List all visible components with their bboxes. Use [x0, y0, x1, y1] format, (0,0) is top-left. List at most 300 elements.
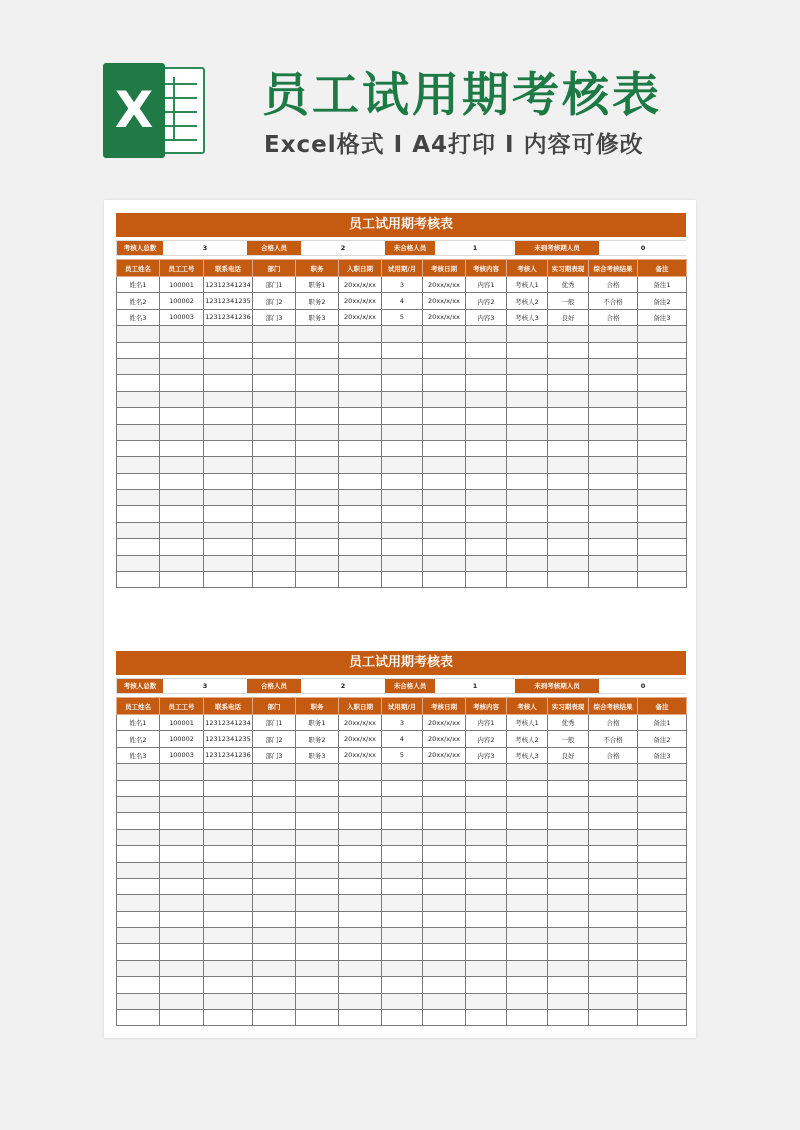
table-cell[interactable]: 部门1: [253, 277, 296, 293]
fail-value[interactable]: 1: [435, 679, 515, 693]
table-cell[interactable]: 姓名3: [117, 747, 160, 763]
empty-cell[interactable]: [204, 358, 253, 374]
empty-cell[interactable]: [253, 490, 296, 506]
empty-cell[interactable]: [423, 960, 466, 976]
empty-cell[interactable]: [160, 473, 204, 489]
empty-cell[interactable]: [160, 326, 204, 342]
empty-cell[interactable]: [117, 326, 160, 342]
empty-cell[interactable]: [160, 977, 204, 993]
empty-cell[interactable]: [117, 572, 160, 588]
empty-cell[interactable]: [160, 457, 204, 473]
empty-cell[interactable]: [160, 960, 204, 976]
empty-cell[interactable]: [507, 846, 548, 862]
empty-cell[interactable]: [339, 928, 382, 944]
empty-cell[interactable]: [296, 342, 339, 358]
empty-cell[interactable]: [204, 457, 253, 473]
empty-cell[interactable]: [253, 572, 296, 588]
empty-cell[interactable]: [507, 911, 548, 927]
empty-cell[interactable]: [339, 440, 382, 456]
empty-cell[interactable]: [548, 522, 589, 538]
empty-cell[interactable]: [339, 342, 382, 358]
empty-cell[interactable]: [339, 457, 382, 473]
empty-cell[interactable]: [117, 796, 160, 812]
empty-cell[interactable]: [204, 440, 253, 456]
empty-cell[interactable]: [466, 522, 507, 538]
empty-cell[interactable]: [339, 391, 382, 407]
empty-cell[interactable]: [117, 846, 160, 862]
empty-cell[interactable]: [382, 326, 423, 342]
empty-cell[interactable]: [507, 440, 548, 456]
empty-cell[interactable]: [589, 506, 638, 522]
empty-cell[interactable]: [507, 358, 548, 374]
empty-cell[interactable]: [160, 358, 204, 374]
empty-cell[interactable]: [160, 408, 204, 424]
empty-cell[interactable]: [296, 993, 339, 1009]
empty-cell[interactable]: [466, 862, 507, 878]
empty-cell[interactable]: [253, 555, 296, 571]
empty-cell[interactable]: [507, 780, 548, 796]
empty-cell[interactable]: [589, 326, 638, 342]
empty-cell[interactable]: [589, 473, 638, 489]
empty-cell[interactable]: [423, 862, 466, 878]
empty-cell[interactable]: [638, 813, 687, 829]
table-cell[interactable]: 不合格: [589, 731, 638, 747]
empty-cell[interactable]: [638, 408, 687, 424]
empty-cell[interactable]: [253, 813, 296, 829]
empty-cell[interactable]: [339, 408, 382, 424]
empty-cell[interactable]: [160, 342, 204, 358]
empty-cell[interactable]: [204, 813, 253, 829]
empty-cell[interactable]: [382, 555, 423, 571]
empty-cell[interactable]: [548, 1010, 589, 1026]
table-cell[interactable]: 备注1: [638, 715, 687, 731]
empty-cell[interactable]: [382, 993, 423, 1009]
empty-cell[interactable]: [160, 796, 204, 812]
table-cell[interactable]: 100001: [160, 715, 204, 731]
empty-cell[interactable]: [548, 506, 589, 522]
table-cell[interactable]: 20xx/x/xx: [423, 747, 466, 763]
empty-cell[interactable]: [204, 572, 253, 588]
table-cell[interactable]: 姓名1: [117, 277, 160, 293]
empty-cell[interactable]: [423, 846, 466, 862]
empty-cell[interactable]: [382, 391, 423, 407]
empty-cell[interactable]: [466, 490, 507, 506]
empty-cell[interactable]: [638, 895, 687, 911]
empty-cell[interactable]: [253, 796, 296, 812]
empty-cell[interactable]: [117, 895, 160, 911]
empty-cell[interactable]: [423, 326, 466, 342]
empty-cell[interactable]: [638, 993, 687, 1009]
empty-cell[interactable]: [548, 977, 589, 993]
empty-cell[interactable]: [507, 813, 548, 829]
table-cell[interactable]: 部门1: [253, 715, 296, 731]
empty-cell[interactable]: [339, 895, 382, 911]
empty-cell[interactable]: [507, 1010, 548, 1026]
table-cell[interactable]: 合格: [589, 747, 638, 763]
empty-cell[interactable]: [589, 796, 638, 812]
empty-cell[interactable]: [253, 993, 296, 1009]
empty-cell[interactable]: [117, 944, 160, 960]
empty-cell[interactable]: [160, 764, 204, 780]
table-cell[interactable]: 职务3: [296, 309, 339, 325]
empty-cell[interactable]: [160, 928, 204, 944]
empty-cell[interactable]: [548, 391, 589, 407]
empty-cell[interactable]: [253, 862, 296, 878]
empty-cell[interactable]: [548, 326, 589, 342]
table-cell[interactable]: 20xx/x/xx: [423, 715, 466, 731]
empty-cell[interactable]: [296, 862, 339, 878]
empty-cell[interactable]: [548, 764, 589, 780]
table-cell[interactable]: 内容3: [466, 747, 507, 763]
empty-cell[interactable]: [117, 358, 160, 374]
empty-cell[interactable]: [423, 813, 466, 829]
empty-cell[interactable]: [296, 878, 339, 894]
empty-cell[interactable]: [423, 796, 466, 812]
empty-cell[interactable]: [548, 993, 589, 1009]
empty-cell[interactable]: [423, 572, 466, 588]
empty-cell[interactable]: [117, 342, 160, 358]
empty-cell[interactable]: [117, 490, 160, 506]
empty-cell[interactable]: [466, 539, 507, 555]
table-cell[interactable]: 12312341234: [204, 277, 253, 293]
empty-cell[interactable]: [160, 490, 204, 506]
empty-cell[interactable]: [296, 555, 339, 571]
table-cell[interactable]: 12312341235: [204, 731, 253, 747]
table-cell[interactable]: 考核人1: [507, 715, 548, 731]
empty-cell[interactable]: [339, 813, 382, 829]
empty-cell[interactable]: [117, 1010, 160, 1026]
pending-value[interactable]: 0: [599, 241, 687, 255]
empty-cell[interactable]: [204, 960, 253, 976]
empty-cell[interactable]: [423, 457, 466, 473]
empty-cell[interactable]: [253, 457, 296, 473]
table-cell[interactable]: 100001: [160, 277, 204, 293]
empty-cell[interactable]: [382, 473, 423, 489]
table-cell[interactable]: 备注3: [638, 309, 687, 325]
empty-cell[interactable]: [117, 539, 160, 555]
empty-cell[interactable]: [253, 960, 296, 976]
empty-cell[interactable]: [466, 1010, 507, 1026]
empty-cell[interactable]: [423, 928, 466, 944]
empty-cell[interactable]: [507, 457, 548, 473]
empty-cell[interactable]: [638, 878, 687, 894]
empty-cell[interactable]: [160, 506, 204, 522]
empty-cell[interactable]: [296, 813, 339, 829]
empty-cell[interactable]: [589, 780, 638, 796]
empty-cell[interactable]: [296, 780, 339, 796]
table-cell[interactable]: 优秀: [548, 715, 589, 731]
empty-cell[interactable]: [382, 375, 423, 391]
table-cell[interactable]: 5: [382, 309, 423, 325]
empty-cell[interactable]: [160, 539, 204, 555]
empty-cell[interactable]: [339, 829, 382, 845]
empty-cell[interactable]: [117, 506, 160, 522]
empty-cell[interactable]: [339, 862, 382, 878]
empty-cell[interactable]: [382, 829, 423, 845]
empty-cell[interactable]: [466, 878, 507, 894]
empty-cell[interactable]: [204, 829, 253, 845]
table-cell[interactable]: 100003: [160, 747, 204, 763]
empty-cell[interactable]: [339, 539, 382, 555]
table-cell[interactable]: 备注1: [638, 277, 687, 293]
empty-cell[interactable]: [382, 862, 423, 878]
table-cell[interactable]: 考核人1: [507, 277, 548, 293]
empty-cell[interactable]: [466, 928, 507, 944]
empty-cell[interactable]: [339, 326, 382, 342]
empty-cell[interactable]: [638, 572, 687, 588]
empty-cell[interactable]: [296, 977, 339, 993]
empty-cell[interactable]: [160, 555, 204, 571]
empty-cell[interactable]: [548, 878, 589, 894]
empty-cell[interactable]: [548, 408, 589, 424]
empty-cell[interactable]: [589, 993, 638, 1009]
empty-cell[interactable]: [589, 490, 638, 506]
empty-cell[interactable]: [423, 408, 466, 424]
empty-cell[interactable]: [548, 944, 589, 960]
empty-cell[interactable]: [253, 944, 296, 960]
empty-cell[interactable]: [423, 440, 466, 456]
empty-cell[interactable]: [296, 424, 339, 440]
empty-cell[interactable]: [160, 846, 204, 862]
empty-cell[interactable]: [204, 878, 253, 894]
empty-cell[interactable]: [466, 993, 507, 1009]
empty-cell[interactable]: [204, 539, 253, 555]
empty-cell[interactable]: [253, 846, 296, 862]
table-cell[interactable]: 100003: [160, 309, 204, 325]
empty-cell[interactable]: [117, 862, 160, 878]
empty-cell[interactable]: [382, 813, 423, 829]
empty-cell[interactable]: [638, 358, 687, 374]
table-cell[interactable]: 12312341235: [204, 293, 253, 309]
empty-cell[interactable]: [589, 440, 638, 456]
empty-cell[interactable]: [466, 846, 507, 862]
table-cell[interactable]: 5: [382, 747, 423, 763]
empty-cell[interactable]: [204, 326, 253, 342]
empty-cell[interactable]: [339, 424, 382, 440]
empty-cell[interactable]: [423, 539, 466, 555]
empty-cell[interactable]: [638, 829, 687, 845]
empty-cell[interactable]: [160, 572, 204, 588]
empty-cell[interactable]: [339, 796, 382, 812]
empty-cell[interactable]: [339, 944, 382, 960]
table-cell[interactable]: 12312341236: [204, 747, 253, 763]
table-cell[interactable]: 部门2: [253, 293, 296, 309]
empty-cell[interactable]: [253, 977, 296, 993]
empty-cell[interactable]: [339, 846, 382, 862]
empty-cell[interactable]: [160, 829, 204, 845]
empty-cell[interactable]: [296, 960, 339, 976]
empty-cell[interactable]: [117, 813, 160, 829]
empty-cell[interactable]: [507, 555, 548, 571]
empty-cell[interactable]: [382, 846, 423, 862]
empty-cell[interactable]: [507, 326, 548, 342]
empty-cell[interactable]: [423, 895, 466, 911]
empty-cell[interactable]: [548, 539, 589, 555]
table-cell[interactable]: 职务1: [296, 277, 339, 293]
empty-cell[interactable]: [117, 375, 160, 391]
empty-cell[interactable]: [507, 878, 548, 894]
empty-cell[interactable]: [204, 911, 253, 927]
empty-cell[interactable]: [253, 928, 296, 944]
empty-cell[interactable]: [548, 572, 589, 588]
empty-cell[interactable]: [204, 993, 253, 1009]
table-cell[interactable]: 部门3: [253, 747, 296, 763]
pass-value[interactable]: 2: [301, 241, 385, 255]
empty-cell[interactable]: [382, 457, 423, 473]
empty-cell[interactable]: [160, 780, 204, 796]
empty-cell[interactable]: [382, 490, 423, 506]
empty-cell[interactable]: [638, 977, 687, 993]
empty-cell[interactable]: [507, 490, 548, 506]
table-cell[interactable]: 部门3: [253, 309, 296, 325]
empty-cell[interactable]: [382, 911, 423, 927]
empty-cell[interactable]: [296, 829, 339, 845]
empty-cell[interactable]: [423, 375, 466, 391]
empty-cell[interactable]: [466, 473, 507, 489]
empty-cell[interactable]: [296, 539, 339, 555]
empty-cell[interactable]: [296, 375, 339, 391]
empty-cell[interactable]: [339, 473, 382, 489]
table-cell[interactable]: 内容1: [466, 277, 507, 293]
table-cell[interactable]: 4: [382, 731, 423, 747]
empty-cell[interactable]: [160, 895, 204, 911]
empty-cell[interactable]: [507, 862, 548, 878]
empty-cell[interactable]: [339, 506, 382, 522]
empty-cell[interactable]: [466, 506, 507, 522]
empty-cell[interactable]: [204, 1010, 253, 1026]
empty-cell[interactable]: [638, 424, 687, 440]
table-cell[interactable]: 内容2: [466, 293, 507, 309]
empty-cell[interactable]: [589, 375, 638, 391]
empty-cell[interactable]: [204, 342, 253, 358]
table-cell[interactable]: 20xx/x/xx: [339, 747, 382, 763]
table-cell[interactable]: 20xx/x/xx: [339, 309, 382, 325]
empty-cell[interactable]: [638, 522, 687, 538]
empty-cell[interactable]: [589, 911, 638, 927]
empty-cell[interactable]: [589, 555, 638, 571]
empty-cell[interactable]: [204, 522, 253, 538]
empty-cell[interactable]: [253, 440, 296, 456]
table-cell[interactable]: 姓名3: [117, 309, 160, 325]
empty-cell[interactable]: [117, 555, 160, 571]
empty-cell[interactable]: [423, 522, 466, 538]
empty-cell[interactable]: [253, 539, 296, 555]
empty-cell[interactable]: [466, 829, 507, 845]
empty-cell[interactable]: [548, 846, 589, 862]
empty-cell[interactable]: [548, 780, 589, 796]
empty-cell[interactable]: [466, 457, 507, 473]
empty-cell[interactable]: [339, 960, 382, 976]
empty-cell[interactable]: [466, 780, 507, 796]
empty-cell[interactable]: [548, 796, 589, 812]
empty-cell[interactable]: [638, 326, 687, 342]
table-cell[interactable]: 姓名1: [117, 715, 160, 731]
empty-cell[interactable]: [117, 764, 160, 780]
empty-cell[interactable]: [382, 960, 423, 976]
table-cell[interactable]: 20xx/x/xx: [423, 293, 466, 309]
empty-cell[interactable]: [253, 506, 296, 522]
table-cell[interactable]: 内容1: [466, 715, 507, 731]
empty-cell[interactable]: [253, 764, 296, 780]
empty-cell[interactable]: [117, 473, 160, 489]
empty-cell[interactable]: [638, 539, 687, 555]
table-cell[interactable]: 一般: [548, 731, 589, 747]
empty-cell[interactable]: [339, 977, 382, 993]
empty-cell[interactable]: [382, 358, 423, 374]
empty-cell[interactable]: [507, 764, 548, 780]
empty-cell[interactable]: [204, 846, 253, 862]
empty-cell[interactable]: [160, 878, 204, 894]
empty-cell[interactable]: [507, 928, 548, 944]
empty-cell[interactable]: [204, 977, 253, 993]
empty-cell[interactable]: [382, 424, 423, 440]
empty-cell[interactable]: [466, 572, 507, 588]
empty-cell[interactable]: [296, 490, 339, 506]
empty-cell[interactable]: [589, 977, 638, 993]
empty-cell[interactable]: [466, 813, 507, 829]
empty-cell[interactable]: [204, 408, 253, 424]
table-cell[interactable]: 姓名2: [117, 293, 160, 309]
empty-cell[interactable]: [507, 977, 548, 993]
empty-cell[interactable]: [204, 862, 253, 878]
empty-cell[interactable]: [589, 424, 638, 440]
empty-cell[interactable]: [253, 326, 296, 342]
empty-cell[interactable]: [548, 342, 589, 358]
total-value[interactable]: 3: [163, 241, 247, 255]
table-cell[interactable]: 20xx/x/xx: [339, 293, 382, 309]
empty-cell[interactable]: [589, 846, 638, 862]
empty-cell[interactable]: [466, 358, 507, 374]
pass-value[interactable]: 2: [301, 679, 385, 693]
empty-cell[interactable]: [423, 993, 466, 1009]
empty-cell[interactable]: [423, 391, 466, 407]
empty-cell[interactable]: [253, 878, 296, 894]
empty-cell[interactable]: [296, 796, 339, 812]
empty-cell[interactable]: [638, 960, 687, 976]
empty-cell[interactable]: [253, 375, 296, 391]
empty-cell[interactable]: [382, 780, 423, 796]
empty-cell[interactable]: [253, 408, 296, 424]
empty-cell[interactable]: [548, 911, 589, 927]
empty-cell[interactable]: [382, 895, 423, 911]
empty-cell[interactable]: [589, 391, 638, 407]
empty-cell[interactable]: [589, 342, 638, 358]
empty-cell[interactable]: [507, 473, 548, 489]
empty-cell[interactable]: [339, 490, 382, 506]
empty-cell[interactable]: [638, 555, 687, 571]
empty-cell[interactable]: [466, 555, 507, 571]
empty-cell[interactable]: [466, 764, 507, 780]
empty-cell[interactable]: [296, 506, 339, 522]
table-cell[interactable]: 合格: [589, 277, 638, 293]
empty-cell[interactable]: [423, 490, 466, 506]
table-cell[interactable]: 100002: [160, 293, 204, 309]
table-cell[interactable]: 20xx/x/xx: [423, 309, 466, 325]
empty-cell[interactable]: [548, 895, 589, 911]
table-cell[interactable]: 20xx/x/xx: [339, 715, 382, 731]
empty-cell[interactable]: [296, 764, 339, 780]
empty-cell[interactable]: [204, 424, 253, 440]
empty-cell[interactable]: [117, 457, 160, 473]
table-cell[interactable]: 考核人3: [507, 309, 548, 325]
table-cell[interactable]: 职务3: [296, 747, 339, 763]
empty-cell[interactable]: [160, 862, 204, 878]
table-cell[interactable]: 20xx/x/xx: [339, 731, 382, 747]
empty-cell[interactable]: [160, 911, 204, 927]
empty-cell[interactable]: [296, 944, 339, 960]
empty-cell[interactable]: [382, 944, 423, 960]
empty-cell[interactable]: [589, 539, 638, 555]
